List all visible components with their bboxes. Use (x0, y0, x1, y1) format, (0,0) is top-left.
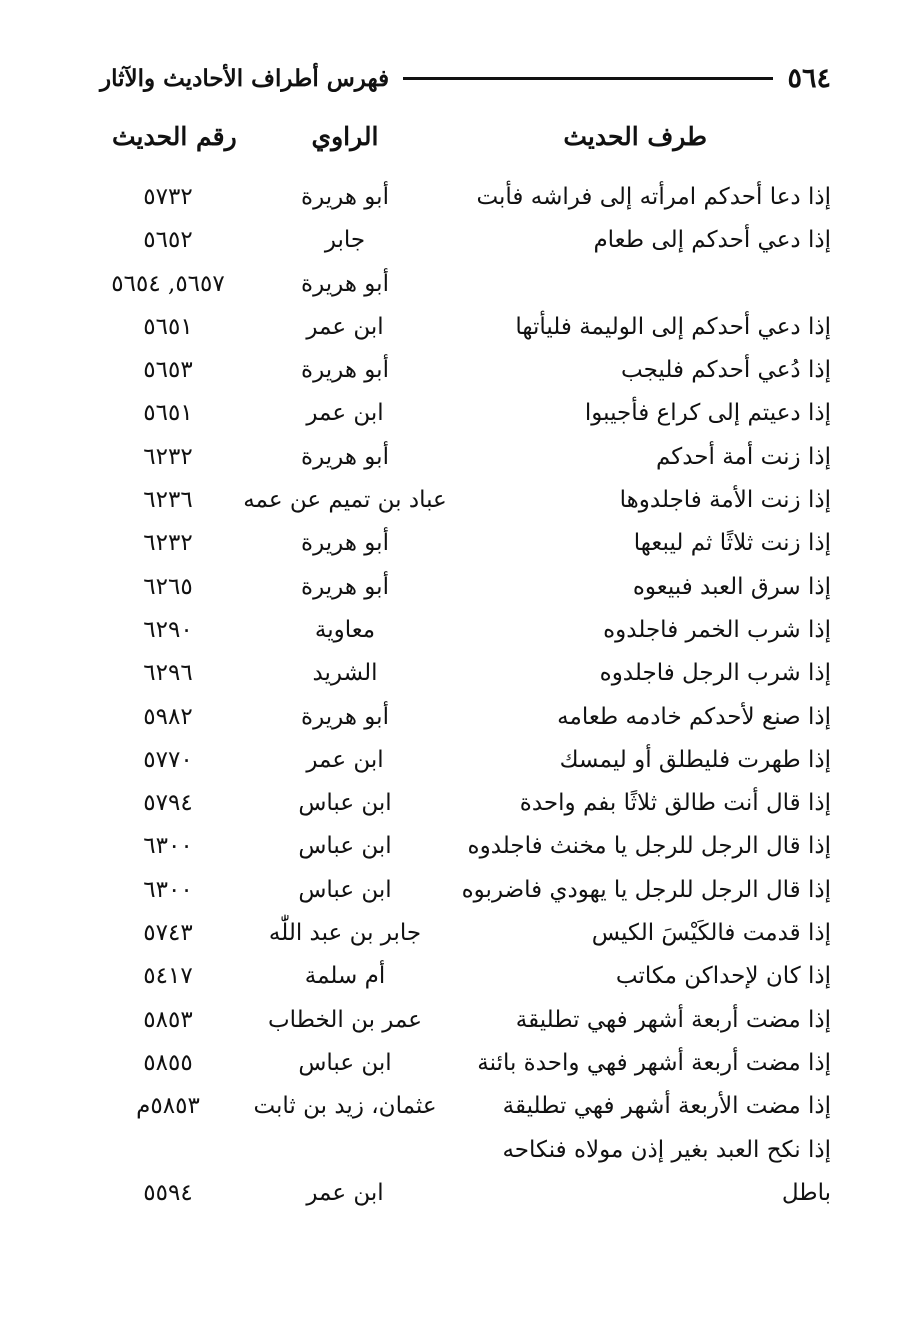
table-row (0, 566, 919, 609)
narrator: أبو هريرة (301, 184, 389, 210)
narrator: ابن عباس (298, 1049, 392, 1076)
narrator: عباد بن تميم عن عمه (243, 487, 447, 514)
table-row (0, 306, 919, 349)
narrator: معاوية (314, 616, 376, 643)
hadith-text: إذا قال أنت طالق ثلاثًا بفم واحدة (519, 790, 831, 817)
column-header-number: رقم الحديث (112, 122, 237, 151)
narrator: ابن عباس (298, 876, 392, 903)
table-row (0, 782, 919, 825)
index-table (0, 176, 919, 1215)
narrator: أبو هريرة (301, 703, 389, 730)
hadith-text: إذا شرب الخمر فاجلدوه (603, 616, 831, 643)
hadith-number: ٥٧٣٢ (143, 184, 193, 210)
hadith-text: إذا دعي أحدكم إلى الوليمة فليأتها (515, 313, 831, 340)
narrator: أبو هريرة (301, 443, 389, 470)
hadith-text: إذا مضت الأربعة أشهر فهي تطليقة (502, 1093, 831, 1120)
hadith-number: ٥٨٥٣ (143, 1006, 193, 1033)
narrator: أبو هريرة (301, 530, 389, 557)
narrator: ابن عمر (306, 313, 384, 340)
hadith-text: إذا دعا أحدكم امرأته إلى فراشه فأبت (476, 184, 831, 210)
table-row (0, 176, 919, 219)
narrator: الشريد (312, 660, 378, 687)
narrator: أبو هريرة (301, 357, 389, 384)
hadith-number: ٥٧٩٤ (143, 790, 193, 817)
table-row (0, 609, 919, 652)
table-row (0, 219, 919, 262)
hadith-text: إذا طهرت فليطلق أو ليمسك (559, 746, 831, 773)
page-header (100, 58, 831, 98)
narrator: جابر (324, 227, 366, 254)
narrator: عثمان، زيد بن ثابت (253, 1093, 437, 1120)
hadith-number: ٥٦٥١ (143, 313, 193, 340)
hadith-text: إذا دعيتم إلى كراع فأجيبوا (584, 400, 831, 427)
hadith-text: إذا مضت أربعة أشهر فهي تطليقة (515, 1006, 831, 1033)
hadith-number: ٥٦٥٢ (143, 227, 193, 254)
hadith-number: ٥٧٧٠ (143, 746, 193, 773)
table-row (0, 999, 919, 1042)
hadith-text: إذا زنت أمة أحدكم (655, 443, 831, 470)
narrator: أبو هريرة (301, 573, 389, 600)
hadith-number: ٦٣٠٠ (143, 833, 193, 860)
table-row (0, 652, 919, 695)
narrator: عمر بن الخطاب (267, 1006, 422, 1033)
hadith-number: ٦٢٣٢ (143, 530, 193, 557)
hadith-text: إذا سرق العبد فبيعوه (632, 573, 831, 600)
table-row (0, 912, 919, 955)
column-header-text: طرف الحديث (563, 122, 707, 151)
column-headers (0, 122, 919, 162)
table-row (0, 479, 919, 522)
hadith-text: إذا دعي أحدكم إلى طعام (593, 227, 831, 254)
narrator: أبو هريرة (301, 270, 389, 297)
hadith-text: إذا قدمت فالكَيْسَ الكيس (591, 920, 831, 947)
narrator: ابن عمر (306, 1179, 384, 1206)
table-row (0, 696, 919, 739)
header-rule (403, 77, 773, 80)
table-row (0, 436, 919, 479)
table-row (0, 955, 919, 998)
hadith-text: إذا شرب الرجل فاجلدوه (599, 660, 831, 687)
narrator: ابن عباس (298, 833, 392, 860)
hadith-number: ٦٢٩٦ (143, 660, 193, 687)
table-row (0, 522, 919, 565)
narrator: جابر بن عبد اللّٰه (268, 920, 422, 947)
table-row (0, 392, 919, 435)
narrator: ابن عمر (306, 400, 384, 427)
column-header-narrator: الراوي (311, 122, 379, 151)
hadith-number: ٥٦٥١ (143, 400, 193, 427)
hadith-number: ٥٧٤٣ (143, 920, 193, 947)
hadith-text: إذا زنت ثلاثًا ثم ليبعها (633, 530, 831, 557)
hadith-number: ٥٨٥٥ (143, 1049, 193, 1076)
table-row (0, 1042, 919, 1085)
hadith-number: ٥٦٥٧, ٥٦٥٤ (111, 270, 225, 297)
page-number: ٥٦٤ (787, 62, 831, 94)
table-row (0, 1129, 919, 1172)
narrator: ابن عمر (306, 746, 384, 773)
hadith-text: باطل (781, 1179, 831, 1206)
table-row (0, 869, 919, 912)
hadith-number: ٦٣٠٠ (143, 876, 193, 903)
hadith-number: ٦٢٩٠ (143, 616, 193, 643)
hadith-text: إذا قال الرجل للرجل يا مخنث فاجلدوه (467, 833, 831, 860)
hadith-number: ٦٢٦٥ (143, 573, 193, 600)
table-row (0, 349, 919, 392)
hadith-number: ٦٢٣٦ (143, 487, 193, 514)
narrator: أم سلمة (304, 963, 386, 990)
hadith-text: إذا نكح العبد بغير إذن مولاه فنكاحه (502, 1136, 831, 1163)
table-row (0, 739, 919, 782)
hadith-text: إذا دُعي أحدكم فليجب (620, 357, 831, 384)
hadith-text: إذا قال الرجل للرجل يا يهودي فاضربوه (461, 876, 831, 903)
narrator: ابن عباس (298, 790, 392, 817)
table-row (0, 263, 919, 306)
hadith-number: ٥٤١٧ (143, 963, 193, 990)
hadith-text: إذا مضت أربعة أشهر فهي واحدة بائنة (477, 1049, 831, 1076)
running-title: فهرس أطراف الأحاديث والآثار (100, 64, 390, 92)
hadith-text: إذا صنع لأحدكم خادمه طعامه (557, 703, 831, 730)
hadith-number: ٥٩٨٢ (143, 703, 193, 730)
hadith-text: إذا زنت الأمة فاجلدوها (619, 487, 831, 514)
hadith-number: ٦٢٣٢ (143, 443, 193, 470)
hadith-number: ٥٥٩٤ (143, 1179, 193, 1206)
hadith-number: ٥٨٥٣م (136, 1093, 200, 1120)
hadith-number: ٥٦٥٣ (143, 357, 193, 384)
table-row (0, 1172, 919, 1215)
table-row (0, 1085, 919, 1128)
hadith-text: إذا كان لإحداكن مكاتب (615, 963, 831, 990)
table-row (0, 825, 919, 868)
